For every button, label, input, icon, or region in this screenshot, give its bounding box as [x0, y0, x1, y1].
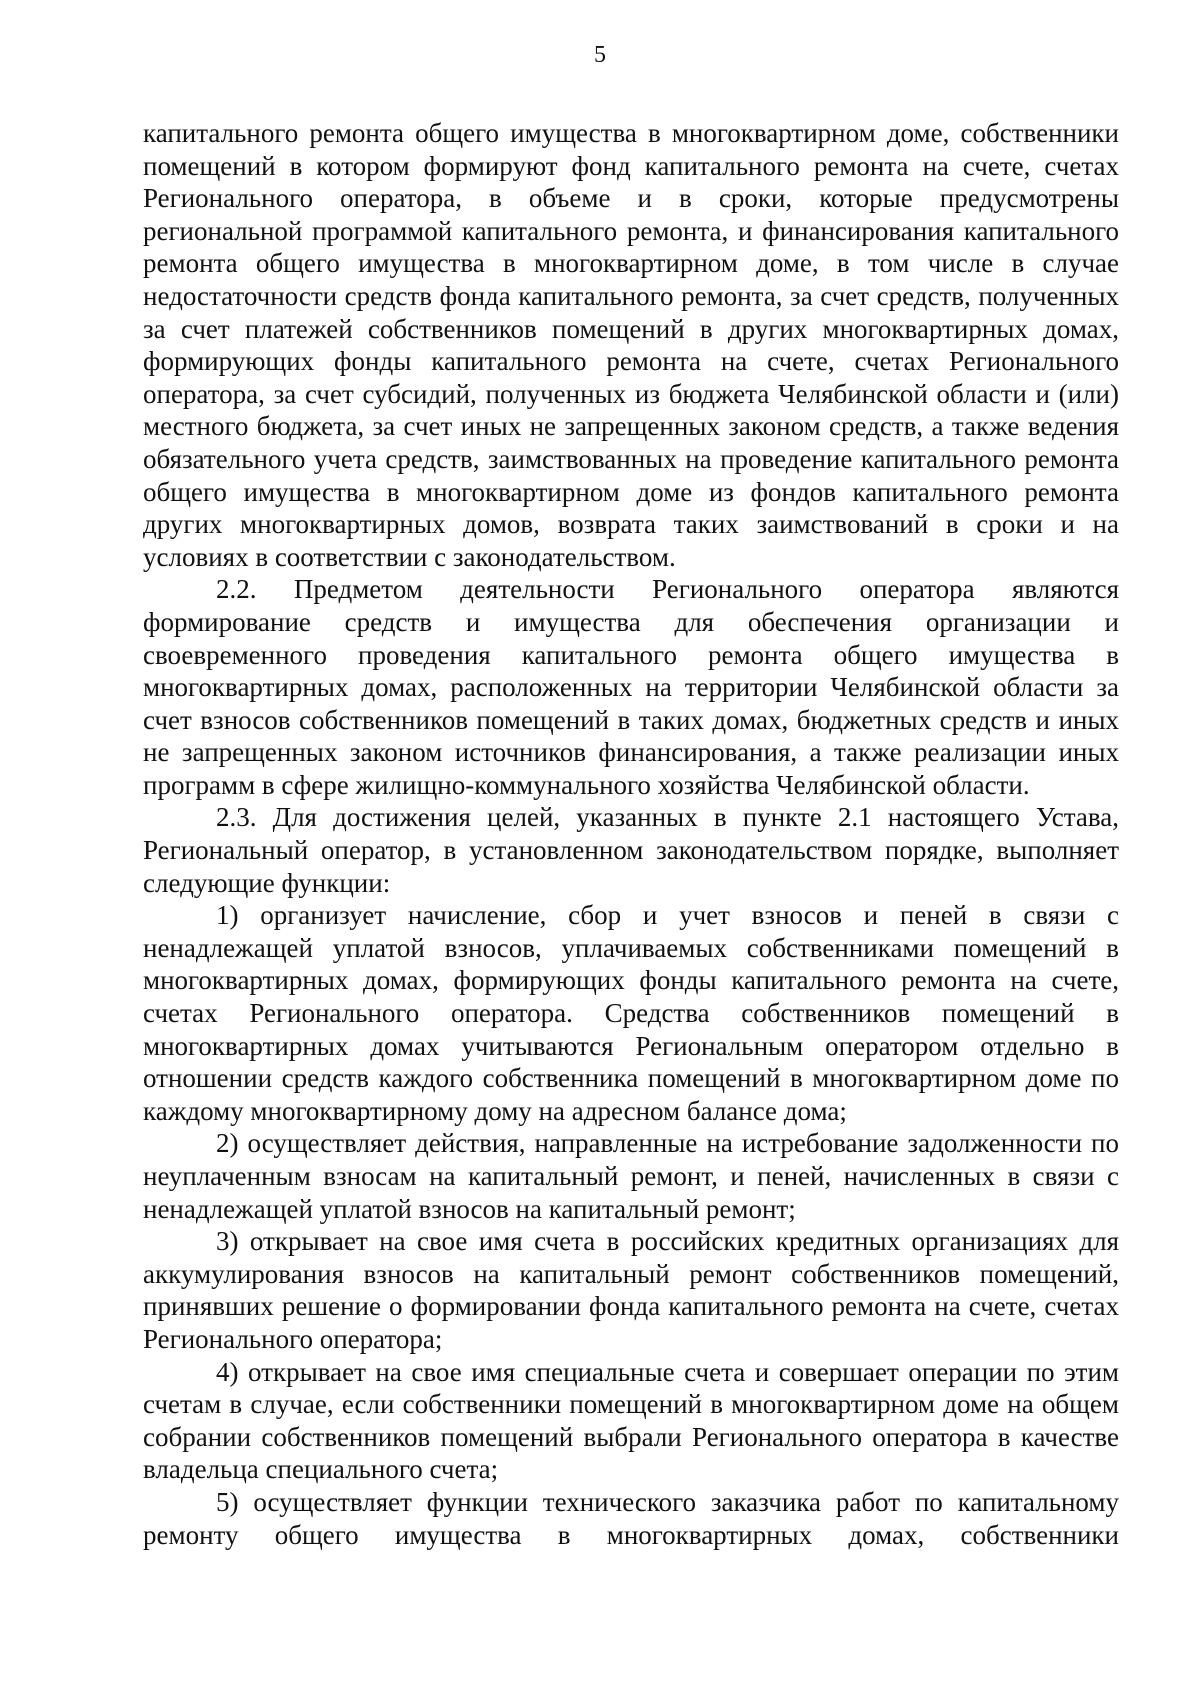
- paragraph-2-3: 2.3. Для достижения целей, указанных в пункте 2.1 настоящего Устава, Региональный оператор, в установленном законодательством порядке, выполняет следующие функции:: [143, 802, 1119, 898]
- list-item-1: 1) организует начисление, сбор и учет взносов и пеней в связи с ненадлежащей уплатой взносов, уплачиваемых собственниками помещений в многоквартирных домах, формирующих фонды капитального ремонта на счете, счетах Регионального оператора. Средства собственников помещений в многоквартирных домах учитываются Региональным оператором отдельно в отношении средств каждого собственника помещений в многоквартирном доме по каждому многоквартирному дому на адресном балансе дома;: [143, 900, 1119, 1126]
- list-item-5: 5) осуществляет функции технического заказчика работ по капитальному ремонту общего имущества в многоквартирных домах, собственники: [143, 1486, 1119, 1550]
- list-item-4: 4) открывает на свое имя специальные счета и совершает операции по этим счетам в случае, если собственники помещений в многоквартирном доме на общем собрании собственников помещений выбрали Регионального оператора в качестве владельца специального счета;: [143, 1356, 1119, 1485]
- paragraph-continuation-2-1: капитального ремонта общего имущества в многоквартирном доме, собственники помещений в котором формируют фонд капитального ремонта на счете, счетах Регионального оператора, в объеме и в сроки, которые предусмотрены региональной программой капитального ремонта, и финансирования капитального ремонта общего имущества в многоквартирном доме, в том числе в случае недостаточности средств фонда капитального ремонта, за счет средств, полученных за счет платежей собственников помещений в других многоквартирных домах, формирующих фонды капитального ремонта на счете, счетах Регионального оператора, за счет субсидий, полученных из бюджета Челябинской области и (или) местного бюджета, за счет иных не запрещенных законом средств, а также ведения обязательного учета средств, заимствованных на проведение капитального ремонта общего имущества в многоквартирном доме из фондов капитального ремонта других многоквартирных домов, возврата таких заимствований в сроки и на условиях в соответствии с законодательством.: [143, 118, 1119, 572]
- paragraph-2-2: 2.2. Предметом деятельности Регионального оператора являются формирование средств и имущества для обеспечения организации и своевременного проведения капитального ремонта общего имущества в многоквартирных домах, расположенных на территории Челябинской области за счет взносов собственников помещений в таких домах, бюджетных средств и иных не запрещенных законом источников финансирования, а также реализации иных программ в сфере жилищно-коммунального хозяйства Челябинской области.: [143, 574, 1119, 800]
- page-number: 5: [594, 42, 606, 68]
- list-item-3: 3) открывает на свое имя счета в российских кредитных организациях для аккумулирования взносов на капитальный ремонт собственников помещений, принявших решение о формировании фонда капитального ремонта на счете, счетах Регионального оператора;: [143, 1226, 1119, 1354]
- list-item-2: 2) осуществляет действия, направленные на истребование задолженности по неуплаченным взносам на капитальный ремонт, и пеней, начисленных в связи с ненадлежащей уплатой взносов на капитальный ремонт;: [143, 1128, 1119, 1224]
- document-body: [143, 117, 1119, 1551]
